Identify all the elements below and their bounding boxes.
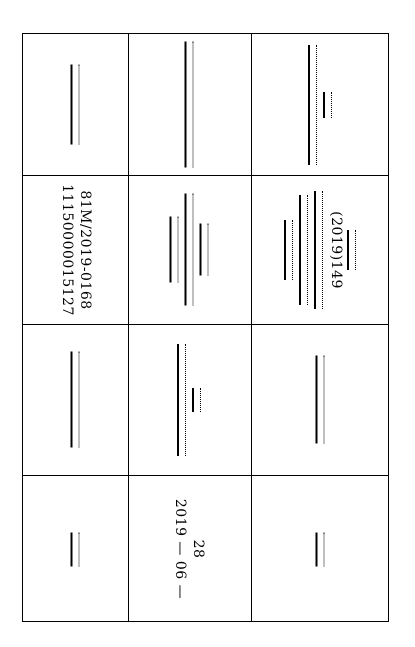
document-table <box>22 33 389 622</box>
mongolian-text <box>175 344 205 456</box>
mongolian-text <box>68 532 83 566</box>
code-line-1: 81M/2019-0168 <box>76 189 93 310</box>
cell-date <box>128 475 251 623</box>
cell-codes <box>23 175 128 324</box>
date-day: 28 <box>190 539 207 559</box>
mongolian-text <box>306 45 336 165</box>
cell-row3-col3 <box>23 324 128 475</box>
cell-document-number <box>251 175 390 324</box>
mongolian-text <box>313 356 328 444</box>
mongolian-text <box>68 65 83 145</box>
cell-row3-col2 <box>128 324 251 475</box>
cell-row2-col2 <box>128 175 251 324</box>
document-number-block <box>282 191 360 309</box>
cell-row4-col3 <box>23 475 128 623</box>
cell-row3-col1 <box>251 324 390 475</box>
document-number: (2019)149 <box>327 210 344 289</box>
mongolian-text <box>167 194 212 306</box>
codes-block <box>58 184 94 316</box>
cell-row4-col1 <box>251 475 390 623</box>
cell-header-col2 <box>128 34 251 175</box>
mongolian-text <box>313 532 328 566</box>
date-block <box>171 499 207 599</box>
mongolian-text <box>68 352 83 448</box>
cell-header-col3 <box>23 34 128 175</box>
date-year-month: 2019 — 06 — <box>172 498 189 600</box>
cell-header-col1 <box>251 34 390 175</box>
code-line-2: 11150000015127 <box>58 183 75 316</box>
mongolian-text <box>182 42 197 168</box>
